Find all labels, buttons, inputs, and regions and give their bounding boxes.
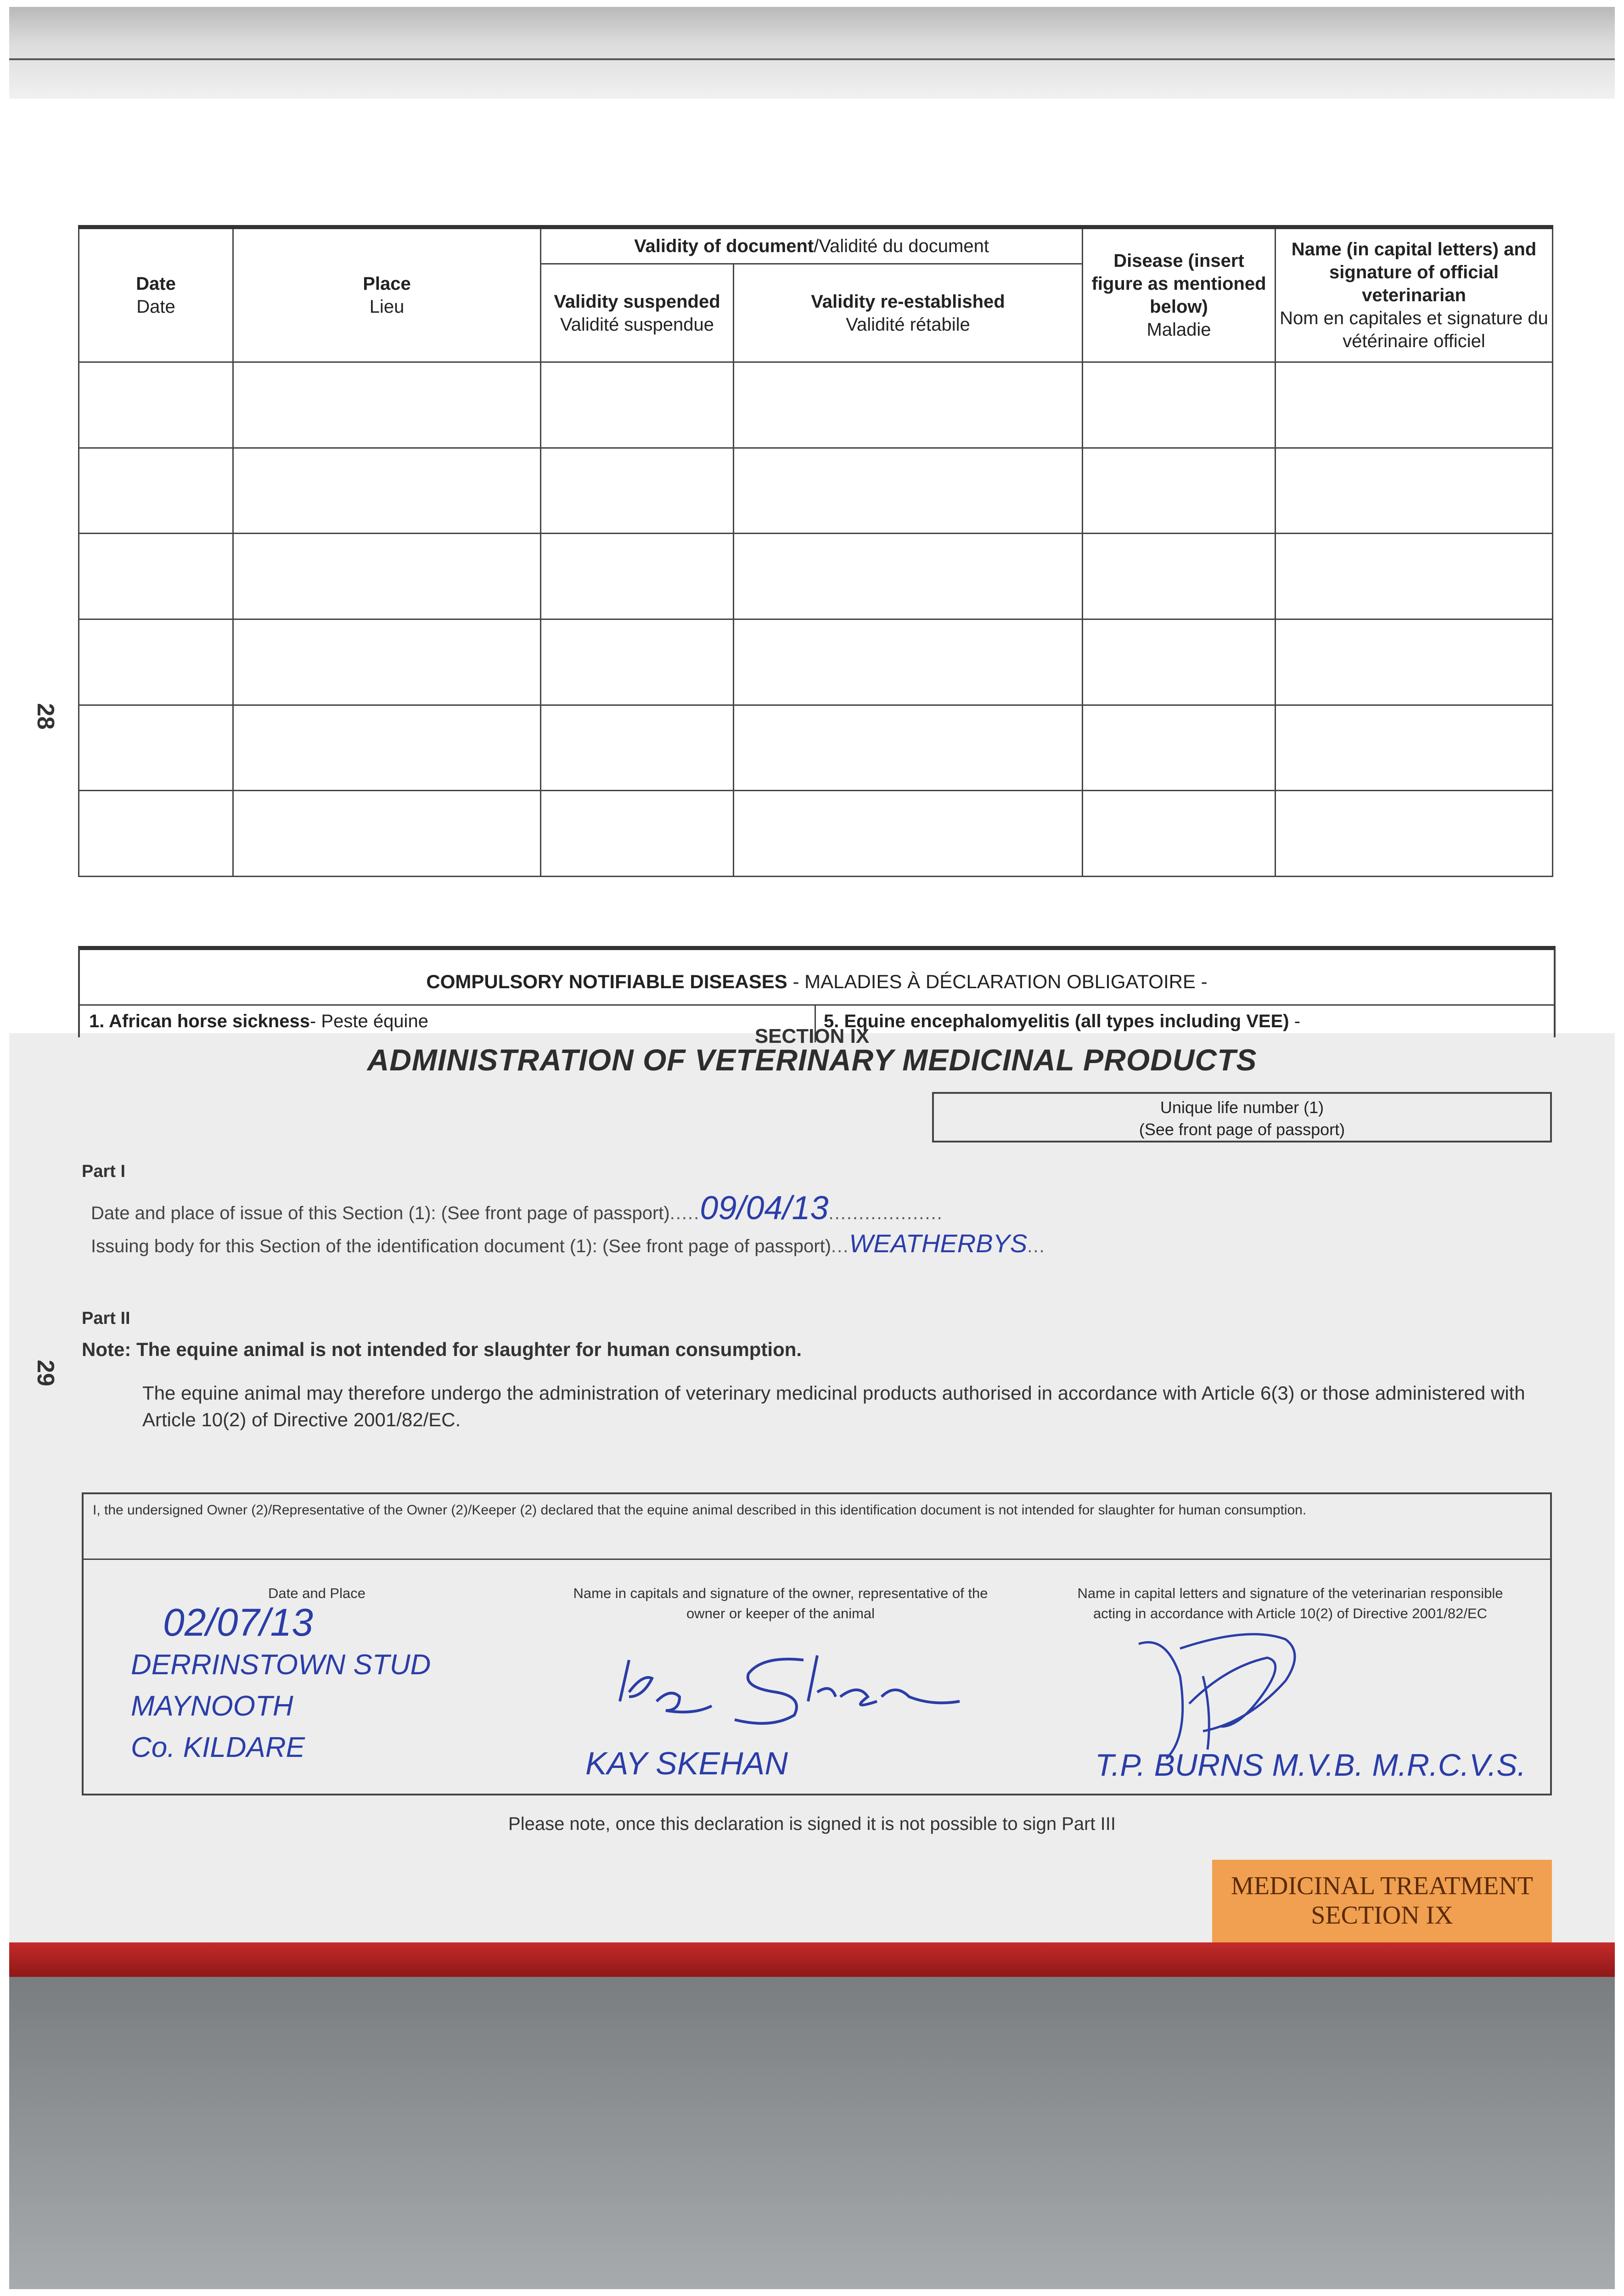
section-label: SECTION IX	[754, 1025, 870, 1047]
unique-life-number-box[interactable]	[932, 1092, 1552, 1142]
uln-label: Unique life number (1)	[1160, 1098, 1324, 1117]
owner-signature[interactable]	[611, 1646, 973, 1733]
issuing-body-line: Issuing body for this Section of the identification document (1): (See front page of passport)...WEATHERBYS...	[91, 1229, 1045, 1258]
disease-item-5: 5. Equine encephalomyelitis (all types including VEE) -	[824, 1011, 1301, 1031]
scan-background	[9, 1977, 1615, 2289]
tab-line-2: SECTION IX	[1311, 1901, 1453, 1930]
uln-sublabel: (See front page of passport)	[1139, 1120, 1345, 1139]
red-cover-band	[9, 1942, 1615, 1977]
declaration-date[interactable]: 02/07/13	[163, 1601, 313, 1644]
page-number-28: 28	[32, 703, 59, 730]
part-1-label: Part I	[82, 1162, 126, 1181]
part-2-paragraph: The equine animal may therefore undergo the administration of veterinary medicinal products authorised in accordance with Article 6(3) or those administered with Article 10(2) of Directive 2001/82/EC.	[142, 1382, 1525, 1430]
declaration-place-line1[interactable]: DERRINSTOWN STUD	[131, 1649, 431, 1681]
table-row	[79, 448, 1553, 534]
table-row	[79, 362, 1553, 448]
scan-top-strip	[9, 7, 1615, 99]
header-reestablished: Validity re-established Validité rétabile	[734, 264, 1083, 362]
owner-name[interactable]: KAY SKEHAN	[585, 1745, 788, 1781]
header-date: Date Date	[79, 227, 233, 362]
declaration-divider	[84, 1559, 1550, 1560]
declaration-text: I, the undersigned Owner (2)/Representative of the Owner (2)/Keeper (2) declared that the equine animal described in this identification document is not intended for slaughter for human consumption.	[93, 1503, 1307, 1518]
declaration-place-line3[interactable]: Co. KILDARE	[131, 1732, 305, 1763]
issuing-value[interactable]: WEATHERBYS	[849, 1229, 1028, 1258]
part-2-note: Note: The equine animal is not intended for slaughter for human consumption.	[82, 1339, 802, 1360]
vet-column-label: Name in capital letters and signature of the veterinarian responsible acting in accordance with Article 10(2) of Directive 2001/82/EC	[1077, 1585, 1503, 1621]
header-validity-group: Validity of document/Validité du document	[541, 227, 1083, 264]
notifiable-diseases-box	[78, 946, 1556, 1037]
date-place-column-label: Date and Place	[268, 1585, 365, 1601]
declaration-place-line2[interactable]: MAYNOOTH	[131, 1690, 293, 1722]
page-29	[9, 1033, 1615, 1947]
header-suspended: Validity suspended Validité suspendue	[541, 264, 734, 362]
header-place: Place Lieu	[233, 227, 541, 362]
date-place-label: Date and place of issue of this Section (1): (See front page of passport)	[91, 1203, 670, 1223]
disease-item-1: 1. African horse sickness- Peste équine	[89, 1011, 428, 1031]
date-place-line: Date and place of issue of this Section (1): (See front page of passport).....09/04/13...................	[91, 1190, 943, 1227]
validity-table	[78, 225, 1553, 877]
table-row	[79, 791, 1553, 877]
part-2-label: Part II	[82, 1309, 130, 1328]
tab-line-1: MEDICINAL TREATMENT	[1231, 1872, 1533, 1900]
section-tab[interactable]	[1212, 1860, 1552, 1945]
table-row	[79, 619, 1553, 705]
table-row	[79, 534, 1553, 619]
section-title: ADMINISTRATION OF VETERINARY MEDICINAL PRODUCTS	[367, 1043, 1257, 1077]
scan-edge-line	[9, 58, 1615, 60]
header-disease: Disease (insert figure as mentioned below) Maladie	[1083, 227, 1276, 362]
footer-note: Please note, once this declaration is signed it is not possible to sign Part III	[508, 1814, 1116, 1834]
table-row	[79, 705, 1553, 791]
header-vet: Name (in capital letters) and signature of official veterinarian Nom en capitales et signature du vétérinaire officiel	[1276, 227, 1553, 362]
date-place-value[interactable]: 09/04/13	[700, 1190, 829, 1227]
owner-column-label: Name in capitals and signature of the owner, representative of the owner or keeper of the animal	[573, 1585, 988, 1621]
vet-name[interactable]: T.P. BURNS M.V.B. M.R.C.V.S.	[1095, 1748, 1526, 1783]
page-number-29: 29	[32, 1360, 59, 1386]
issuing-label: Issuing body for this Section of the identification document (1): (See front page of passport)	[91, 1236, 832, 1256]
notifiable-title: COMPULSORY NOTIFIABLE DISEASES - MALADIES À DÉCLARATION OBLIGATOIRE -	[426, 971, 1208, 992]
